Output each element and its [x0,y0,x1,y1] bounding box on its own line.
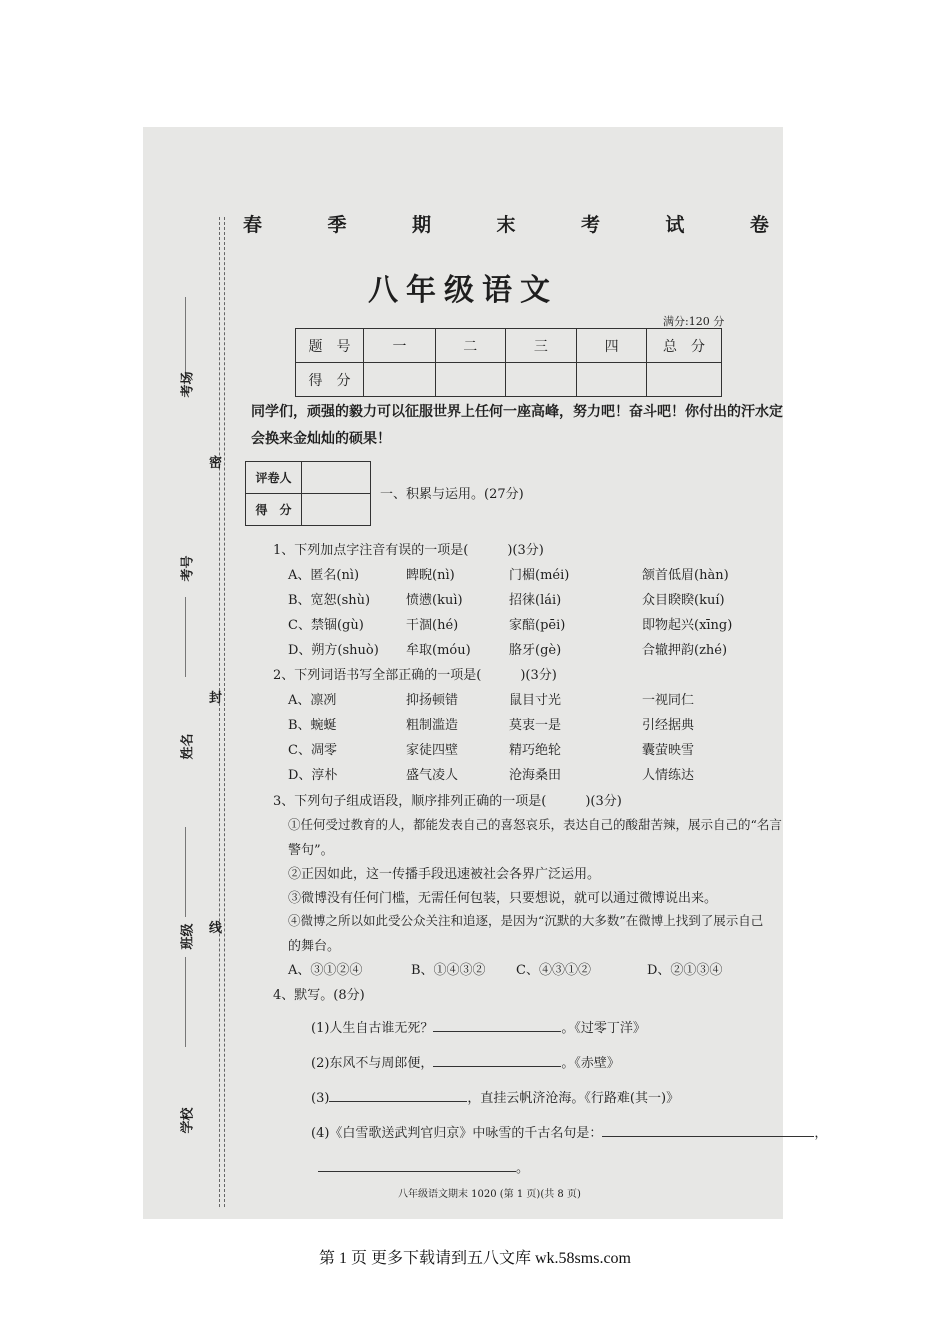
q4-line-1-prompt: (1)人生自古谁无死？ [311,1021,434,1036]
q2-option: A、凛冽 [288,693,337,708]
title-char: 季 [327,214,349,236]
scan-footer: 八年级语文期末 1020 (第 1 页)(共 8 页) [398,1189,581,1200]
title-char: 期 [411,214,433,236]
subject-heading: 八年级语文 [368,273,558,308]
margin-blank-line [185,297,186,377]
seal-mi: 密 [209,456,223,471]
q3-option: D、②①③④ [647,963,723,978]
answer-blank[interactable] [433,1052,561,1067]
q1-option: 愤懑(kuì) [406,593,463,608]
q1-option: 睥睨(nì) [406,568,455,583]
q2-option: 抑扬顿错 [406,693,459,708]
score-table-header: 三 [505,329,577,363]
binding-dashed-line [219,217,220,1207]
q4-stem: 4、默写。(8分) [273,988,365,1003]
grader-score-cell[interactable] [302,494,371,526]
q1-stem: 1、下列加点字注音有误的一项是( )(3分) [273,543,544,558]
q1-option: C、禁锢(gù) [288,618,364,633]
q2-option: 鼠目寸光 [509,693,562,708]
answer-blank[interactable] [318,1157,516,1172]
title-char: 考 [580,214,602,236]
q3-option: A、③①②④ [288,963,363,978]
answer-blank[interactable] [433,1017,561,1032]
title-char: 末 [496,214,518,236]
q2-option: 囊萤映雪 [642,743,695,758]
q1-option: 门楣(méi) [509,568,570,583]
answer-blank[interactable] [329,1087,467,1102]
q2-option: 人情练达 [642,768,695,783]
score-table-header: 题 号 [296,329,364,363]
q2-option: 粗制滥造 [406,718,459,733]
q1-option: 即物起兴(xīng) [642,618,733,633]
q4-line-3-prompt: (3) [311,1091,330,1106]
q1-option: 干涸(hé) [406,618,459,633]
q2-option: 精巧绝轮 [509,743,562,758]
q4-line-2 [311,1052,620,1071]
grader-label: 评卷人 [246,462,302,494]
q1-option: D、朔方(shuò) [288,643,379,658]
score-cell[interactable] [364,363,436,397]
score-table-header: 四 [577,329,647,363]
margin-label-banji: 班级 [180,923,196,950]
margin-blank-line [185,597,186,677]
score-table-header: 总 分 [647,329,722,363]
q1-option: 颔首低眉(hàn) [642,568,729,583]
q4-line-4 [311,1122,827,1141]
answer-blank[interactable] [602,1122,814,1137]
grader-box [245,461,371,526]
q2-option: 引经据典 [642,718,695,733]
grader-score-label: 得 分 [246,494,302,526]
q2-option: B、蜿蜒 [288,718,337,733]
q2-option: 家徒四壁 [406,743,459,758]
q4-line-2-prompt: (2)东风不与周郎便， [311,1056,434,1071]
score-cell[interactable] [577,363,647,397]
title-char: 试 [665,214,687,236]
q2-option: 沧海桑田 [509,768,562,783]
q4-line-1 [311,1017,646,1036]
q1-option: 众目睽睽(kuí) [642,593,725,608]
q2-option: C、凋零 [288,743,337,758]
margin-label-xingming: 姓名 [180,733,196,760]
q3-option: C、④③①② [516,963,591,978]
margin-label-kaohao: 考号 [180,555,196,582]
q2-option: 一视同仁 [642,693,695,708]
q4-line-5 [318,1157,529,1176]
binding-dashed-line-2 [224,217,225,1207]
q3-sentence-1: ①任何受过教育的人，都能发表自己的喜怒哀乐，表达自己的酸甜苦辣，展示自己的“名言 [288,817,782,832]
q3-sentence-1-cont: 警句”。 [288,843,334,858]
q1-option: A、匿名(nì) [288,568,360,583]
q4-line-4-prompt: (4)《白雪歌送武判官归京》中咏雪的千古名句是： [311,1126,603,1141]
title-char: 卷 [749,214,771,236]
seal-xian: 线 [209,921,223,936]
full-score: 满分:120 分 [663,315,725,328]
score-table-header: 二 [435,329,505,363]
q3-sentence-4-cont: 的舞台。 [288,939,341,954]
q3-stem: 3、下列句子组成语段，顺序排列正确的一项是( )(3分) [273,794,622,809]
margin-blank-line [185,957,186,1047]
margin-label-kaochang: 考场 [180,371,196,398]
q4-line-3-source: ，直挂云帆济沧海。《行路难(其一)》 [467,1091,680,1106]
q1-option: 胳牙(gè) [509,643,562,658]
q4-line-5-period: 。 [516,1161,530,1176]
score-cell[interactable] [435,363,505,397]
q4-line-4-comma: ， [814,1126,828,1141]
q1-option: B、宽恕(shù) [288,593,371,608]
intro-text: 同学们，顽强的毅力可以征服世界上任何一座高峰，努力吧！奋斗吧！你付出的汗水定会换来金灿灿的硕果！ [251,404,783,447]
q3-sentence-4: ④微博之所以如此受公众关注和追逐，是因为“沉默的大多数”在微博上找到了展示自己 [288,913,764,928]
q3-option: B、①④③② [411,963,486,978]
q4-line-3 [311,1087,679,1106]
exam-title [243,210,771,237]
scanned-exam-page [143,127,828,1219]
q2-option: 莫衷一是 [509,718,562,733]
q3-sentence-2: ②正因如此，这一传播手段迅速被社会各界广泛运用。 [288,867,601,882]
score-cell[interactable] [505,363,577,397]
q1-option: 合辙押韵(zhé) [642,643,728,658]
q4-line-2-source: 。《赤壁》 [561,1056,620,1071]
section-1-heading: 一、积累与运用。(27分) [380,487,524,502]
margin-label-xuexiao: 学校 [180,1107,196,1134]
score-cell[interactable] [647,363,722,397]
q2-option: 盛气凌人 [406,768,459,783]
q2-option: D、淳朴 [288,768,338,783]
margin-blank-line [185,827,186,917]
title-char: 春 [243,214,265,236]
grader-cell[interactable] [302,462,371,494]
score-row-label: 得 分 [296,363,364,397]
seal-feng: 封 [209,691,223,706]
q1-option: 招徕(lái) [509,593,562,608]
q4-line-1-source: 。《过零丁洋》 [561,1021,646,1036]
page-footer: 第 1 页 更多下载请到五八文库 wk.58sms.com [318,1250,631,1267]
q1-option: 牟取(móu) [406,643,471,658]
q2-stem: 2、下列词语书写全部正确的一项是( )(3分) [273,668,557,683]
score-table [295,328,722,397]
q3-sentence-3: ③微博没有任何门槛，无需任何包装，只要想说，就可以通过微博说出来。 [288,891,718,906]
score-table-header: 一 [364,329,436,363]
q1-option: 家醅(pēi) [509,618,566,633]
